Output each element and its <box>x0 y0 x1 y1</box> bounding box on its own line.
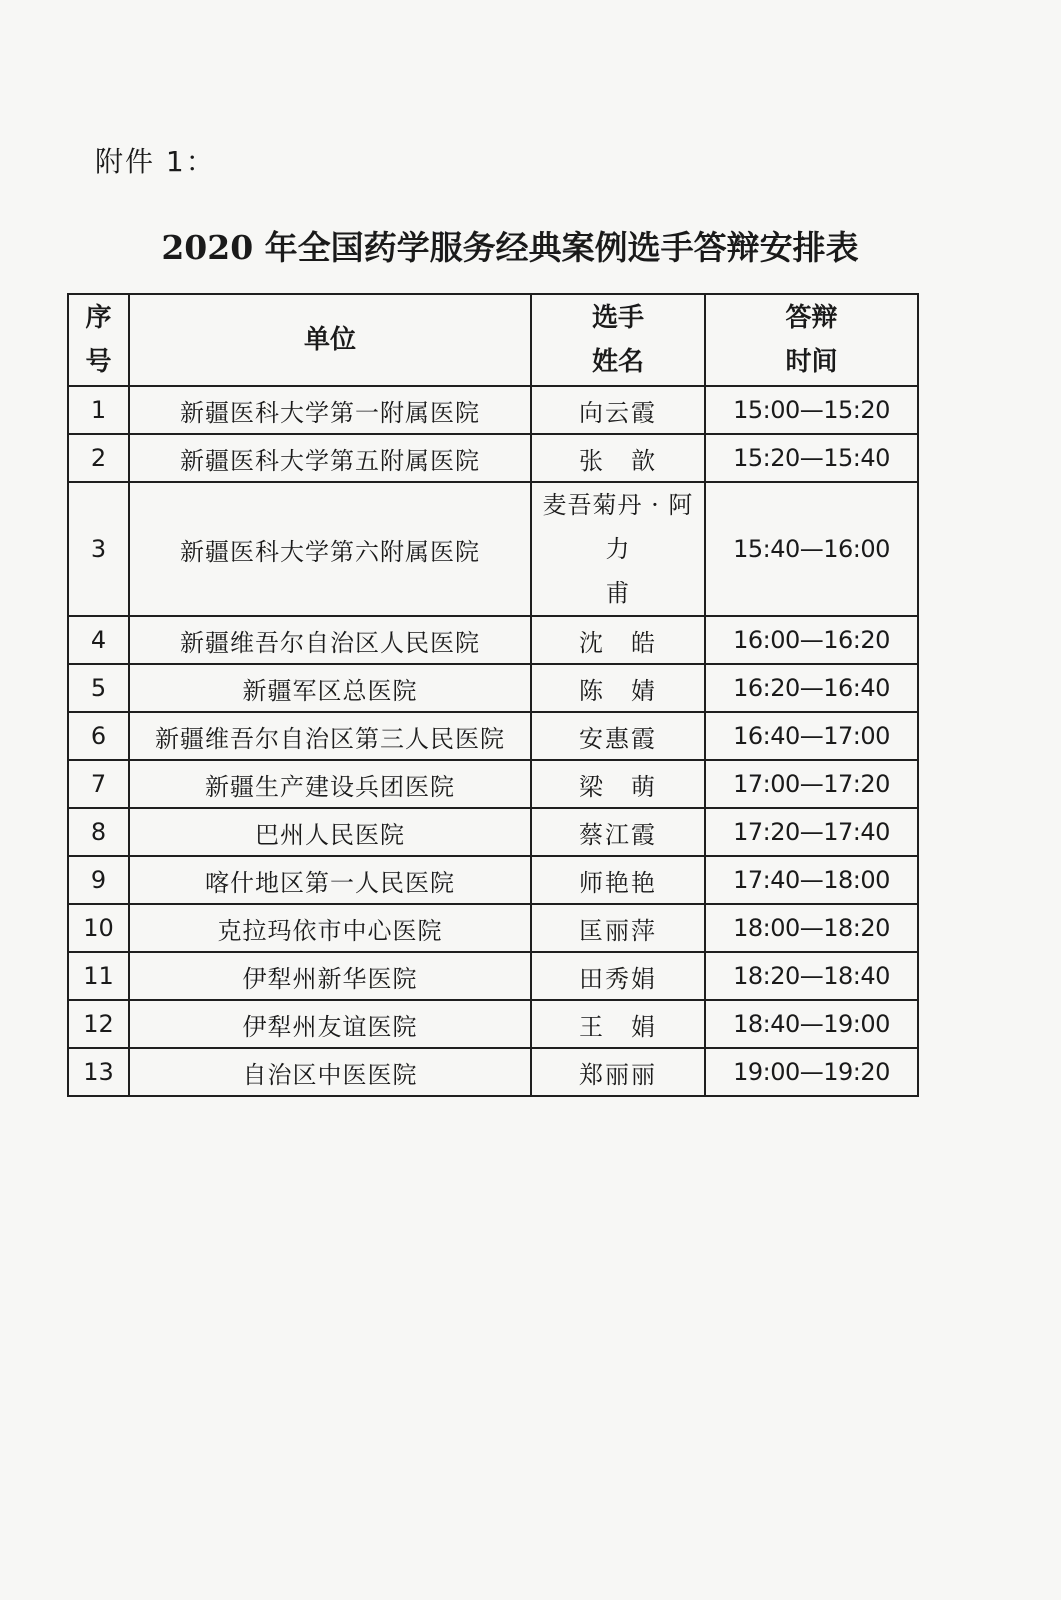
header-number: 序 号 <box>68 294 129 386</box>
row-unit: 伊犁州新华医院 <box>129 952 531 1000</box>
table-row <box>68 808 918 856</box>
row-number: 10 <box>68 904 129 952</box>
row-number: 3 <box>68 482 129 616</box>
row-unit: 巴州人民医院 <box>129 808 531 856</box>
row-unit: 新疆医科大学第六附属医院 <box>129 482 531 616</box>
row-time: 15:00—15:20 <box>705 386 918 434</box>
row-unit: 新疆医科大学第五附属医院 <box>129 434 531 482</box>
header-defense-time: 答辩 时间 <box>705 294 918 386</box>
row-contestant: 陈 婧 <box>531 664 705 712</box>
table-row <box>68 386 918 434</box>
row-contestant: 张 歆 <box>531 434 705 482</box>
document-title: 2020 年全国药学服务经典案例选手答辩安排表 <box>161 228 859 267</box>
row-contestant: 向云霞 <box>531 386 705 434</box>
row-number: 5 <box>68 664 129 712</box>
row-contestant: 王 娟 <box>531 1000 705 1048</box>
row-time: 16:40—17:00 <box>705 712 918 760</box>
row-number: 1 <box>68 386 129 434</box>
row-contestant: 麦吾菊丹 · 阿力 甫 <box>531 482 705 616</box>
row-time: 19:00—19:20 <box>705 1048 918 1096</box>
row-unit: 新疆维吾尔自治区第三人民医院 <box>129 712 531 760</box>
table-row <box>68 904 918 952</box>
row-time: 17:40—18:00 <box>705 856 918 904</box>
row-unit: 克拉玛依市中心医院 <box>129 904 531 952</box>
table-row <box>68 952 918 1000</box>
row-number: 8 <box>68 808 129 856</box>
row-contestant: 田秀娟 <box>531 952 705 1000</box>
row-unit: 新疆生产建设兵团医院 <box>129 760 531 808</box>
table-row <box>68 1000 918 1048</box>
table-row <box>68 1048 918 1096</box>
table-row <box>68 664 918 712</box>
row-number: 4 <box>68 616 129 664</box>
row-contestant: 沈 皓 <box>531 616 705 664</box>
table-row <box>68 760 918 808</box>
row-unit: 伊犁州友谊医院 <box>129 1000 531 1048</box>
row-number: 13 <box>68 1048 129 1096</box>
row-unit: 新疆军区总医院 <box>129 664 531 712</box>
row-contestant: 安惠霞 <box>531 712 705 760</box>
table-header-row <box>68 294 918 386</box>
row-time: 16:20—16:40 <box>705 664 918 712</box>
row-number: 2 <box>68 434 129 482</box>
row-time: 17:00—17:20 <box>705 760 918 808</box>
row-contestant: 梁 萌 <box>531 760 705 808</box>
row-contestant: 蔡江霞 <box>531 808 705 856</box>
table-row <box>68 482 918 616</box>
row-time: 16:00—16:20 <box>705 616 918 664</box>
row-time: 18:00—18:20 <box>705 904 918 952</box>
table-row <box>68 616 918 664</box>
row-number: 7 <box>68 760 129 808</box>
row-time: 15:40—16:00 <box>705 482 918 616</box>
row-time: 17:20—17:40 <box>705 808 918 856</box>
table-row <box>68 856 918 904</box>
row-unit: 新疆维吾尔自治区人民医院 <box>129 616 531 664</box>
row-unit: 喀什地区第一人民医院 <box>129 856 531 904</box>
table-row <box>68 434 918 482</box>
row-contestant: 匡丽萍 <box>531 904 705 952</box>
row-number: 12 <box>68 1000 129 1048</box>
row-contestant: 师艳艳 <box>531 856 705 904</box>
row-contestant: 郑丽丽 <box>531 1048 705 1096</box>
row-unit: 自治区中医医院 <box>129 1048 531 1096</box>
row-number: 9 <box>68 856 129 904</box>
row-number: 6 <box>68 712 129 760</box>
row-time: 18:40—19:00 <box>705 1000 918 1048</box>
row-time: 15:20—15:40 <box>705 434 918 482</box>
row-unit: 新疆医科大学第一附属医院 <box>129 386 531 434</box>
table-row <box>68 712 918 760</box>
row-number: 11 <box>68 952 129 1000</box>
row-time: 18:20—18:40 <box>705 952 918 1000</box>
schedule-table <box>67 293 919 1097</box>
attachment-label: 附件 1： <box>95 145 216 178</box>
header-contestant-name: 选手 姓名 <box>531 294 705 386</box>
header-unit: 单位 <box>129 294 531 386</box>
